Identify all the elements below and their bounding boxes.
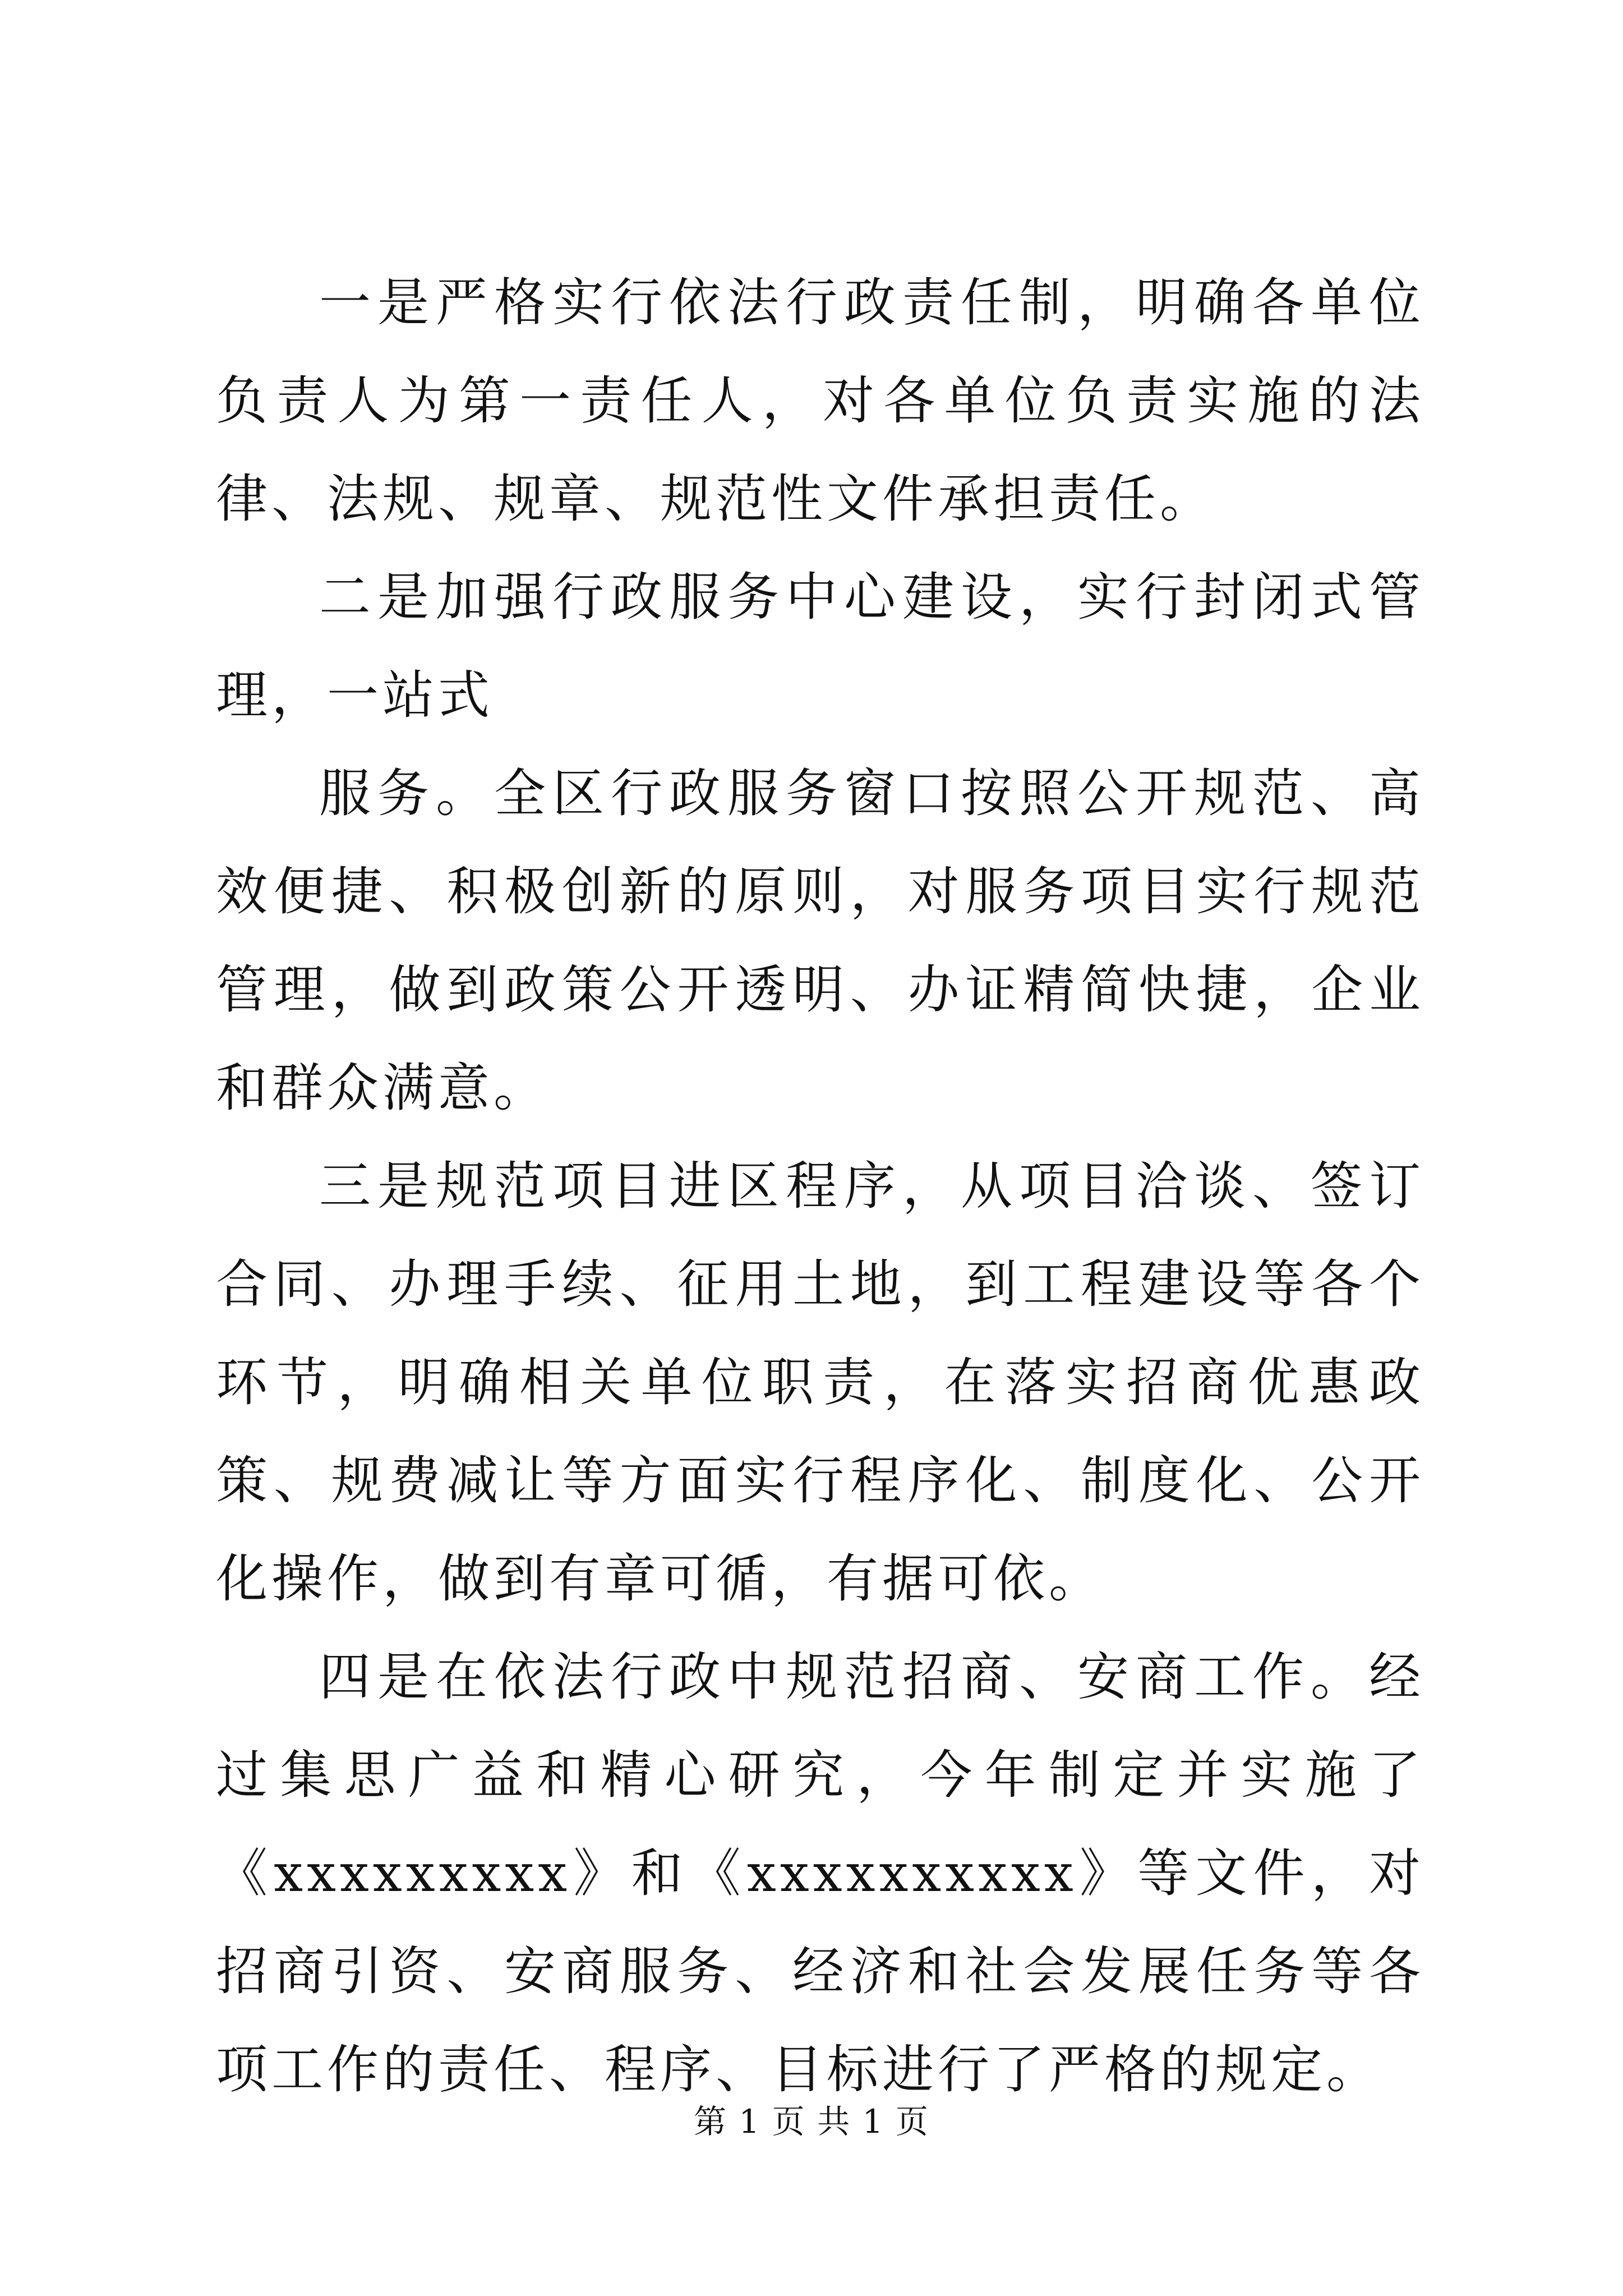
document-body xyxy=(216,254,1424,2119)
paragraph-3: 服务。全区行政服务窗口按照公开规范、高效便捷、积极创新的原则，对服务项目实行规范管理，做到政策公开透明、办证精简快捷，企业和群众满意。 xyxy=(216,763,1424,1118)
page-number-footer: 第 1 页 共 1 页 xyxy=(694,2102,929,2141)
paragraph-4: 三是规范项目进区程序，从项目洽谈、签订合同、办理手续、征用土地，到工程建设等各个环节，明确相关单位职责，在落实招商优惠政策、规费减让等方面实行程序化、制度化、公开化操作，做到有章可循，有据可依。 xyxy=(216,1156,1424,1609)
paragraph-1: 一是严格实行依法行政责任制，明确各单位负责人为第一责任人，对各单位负责实施的法律、法规、规章、规范性文件承担责任。 xyxy=(216,273,1424,529)
paragraph-5: 四是在依法行政中规范招商、安商工作。经过集思广益和精心研究，今年制定并实施了《xxxxxxxxx》和《xxxxxxxxxx》等文件，对招商引资、安商服务、经济和社会发展任务等各项工作的责任、程序、目标进行了严格的规定。 xyxy=(216,1647,1424,2100)
paragraph-2: 二是加强行政服务中心建设，实行封闭式管理，一站式 xyxy=(216,567,1424,725)
